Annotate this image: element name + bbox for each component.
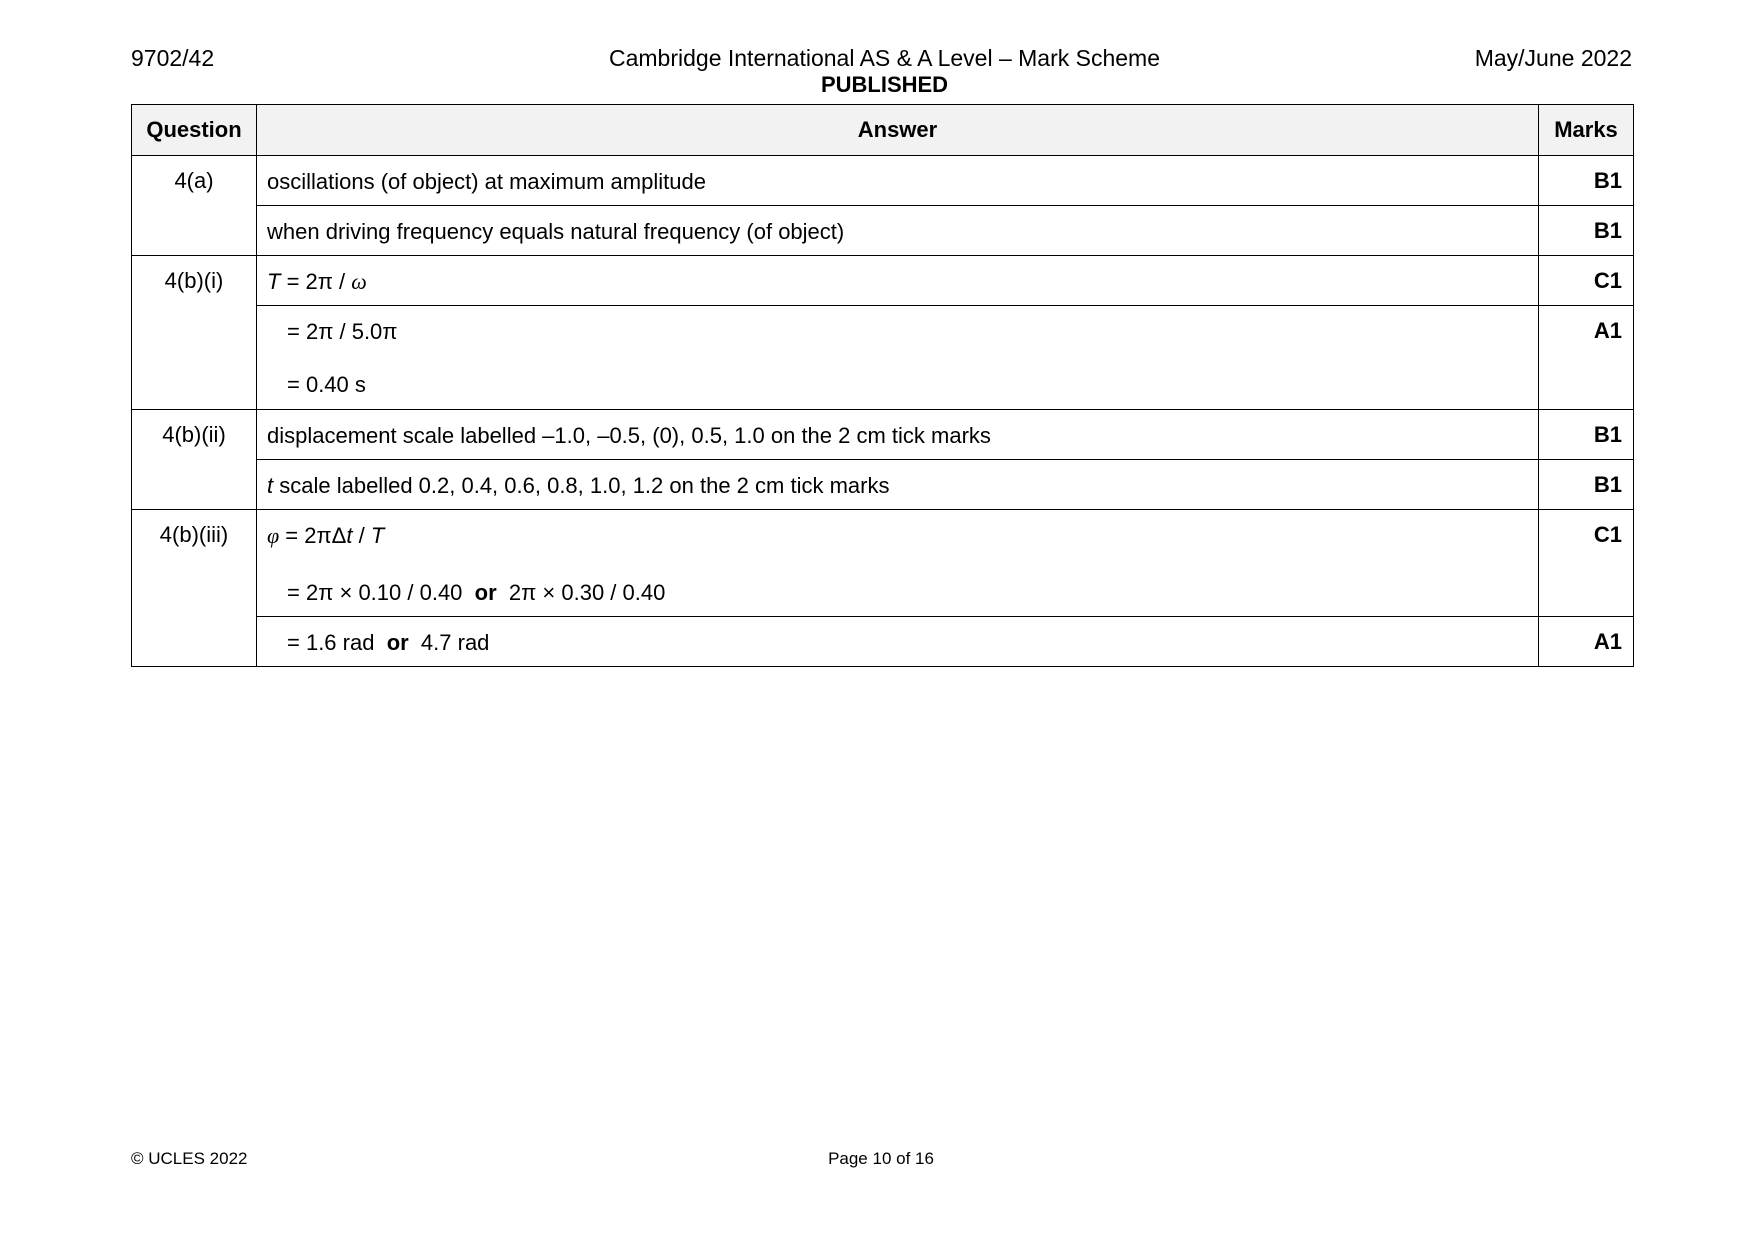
mark-cell: C1 <box>1539 256 1634 306</box>
table-row <box>132 410 1634 460</box>
or-keyword: or <box>386 630 409 655</box>
answer-working-line: = 2π / 5.0π <box>287 319 398 344</box>
working-option-a: = 2π × 0.10 / 0.40 <box>287 580 463 605</box>
working-option-b: 2π × 0.30 / 0.40 <box>508 580 666 605</box>
mark-cell: B1 <box>1539 460 1634 510</box>
answer-cell <box>257 306 1539 410</box>
equation-text: = 2π / <box>280 269 352 294</box>
answer-equation <box>267 522 1528 549</box>
variable-phi: φ <box>267 523 280 548</box>
variable-t: t <box>346 523 353 548</box>
table-row <box>132 206 1634 256</box>
table-row <box>132 256 1634 306</box>
answer-cell <box>257 460 1539 510</box>
line-spacer <box>267 345 1528 371</box>
answer-cell <box>257 510 1539 617</box>
column-header-question: Question <box>132 105 257 156</box>
mark-cell: A1 <box>1539 306 1634 410</box>
question-number: 4(b)(i) <box>132 256 257 410</box>
answer-equation <box>267 268 1528 295</box>
variable-omega: ω <box>351 269 367 294</box>
variable-T: T <box>267 269 281 294</box>
equation-text: = 2πΔ <box>279 523 347 548</box>
table-row <box>132 617 1634 667</box>
answer-working-line <box>267 579 1528 606</box>
document-title: Cambridge International AS & A Level – Mark Scheme <box>608 45 1161 71</box>
mark-cell: A1 <box>1539 617 1634 667</box>
result-option-b: 4.7 rad <box>420 630 490 655</box>
question-number: 4(b)(iii) <box>132 510 257 667</box>
table-row <box>132 460 1634 510</box>
column-header-marks: Marks <box>1539 105 1634 156</box>
answer-text: oscillations (of object) at maximum amplitude <box>267 169 706 194</box>
question-number: 4(a) <box>132 156 257 256</box>
table-row <box>132 156 1634 206</box>
mark-scheme-table <box>131 104 1634 667</box>
variable-T: T <box>370 523 385 548</box>
answer-result-line <box>267 629 1528 656</box>
column-header-answer: Answer <box>257 105 1539 156</box>
equation-text: / <box>352 523 371 548</box>
answer-result-line: = 0.40 s <box>287 372 366 397</box>
result-option-a: = 1.6 rad <box>287 630 375 655</box>
table-row <box>132 306 1634 410</box>
published-label: PUBLISHED <box>820 72 949 97</box>
answer-text <box>267 472 1528 499</box>
answer-text-rest: scale labelled 0.2, 0.4, 0.6, 0.8, 1.0, 1.2 on the 2 cm tick marks <box>273 473 890 498</box>
answer-text: when driving frequency equals natural frequency (of object) <box>267 219 845 244</box>
copyright-notice: © UCLES 2022 <box>131 1149 248 1168</box>
mark-cell: C1 <box>1539 510 1634 617</box>
answer-cell <box>257 156 1539 206</box>
answer-text: displacement scale labelled –1.0, –0.5, (0), 0.5, 1.0 on the 2 cm tick marks <box>267 423 991 448</box>
line-spacer <box>267 549 1528 579</box>
or-keyword: or <box>474 580 497 605</box>
table-row <box>132 510 1634 617</box>
exam-session: May/June 2022 <box>1474 45 1632 71</box>
question-number: 4(b)(ii) <box>132 410 257 510</box>
answer-cell <box>257 206 1539 256</box>
mark-cell: B1 <box>1539 156 1634 206</box>
answer-cell <box>257 256 1539 306</box>
mark-cell: B1 <box>1539 410 1634 460</box>
paper-code: 9702/42 <box>131 45 215 71</box>
variable-t: t <box>267 473 274 498</box>
table-header-row <box>132 105 1634 156</box>
answer-cell <box>257 410 1539 460</box>
answer-cell <box>257 617 1539 667</box>
mark-cell: B1 <box>1539 206 1634 256</box>
page-number: Page 10 of 16 <box>828 1149 934 1168</box>
